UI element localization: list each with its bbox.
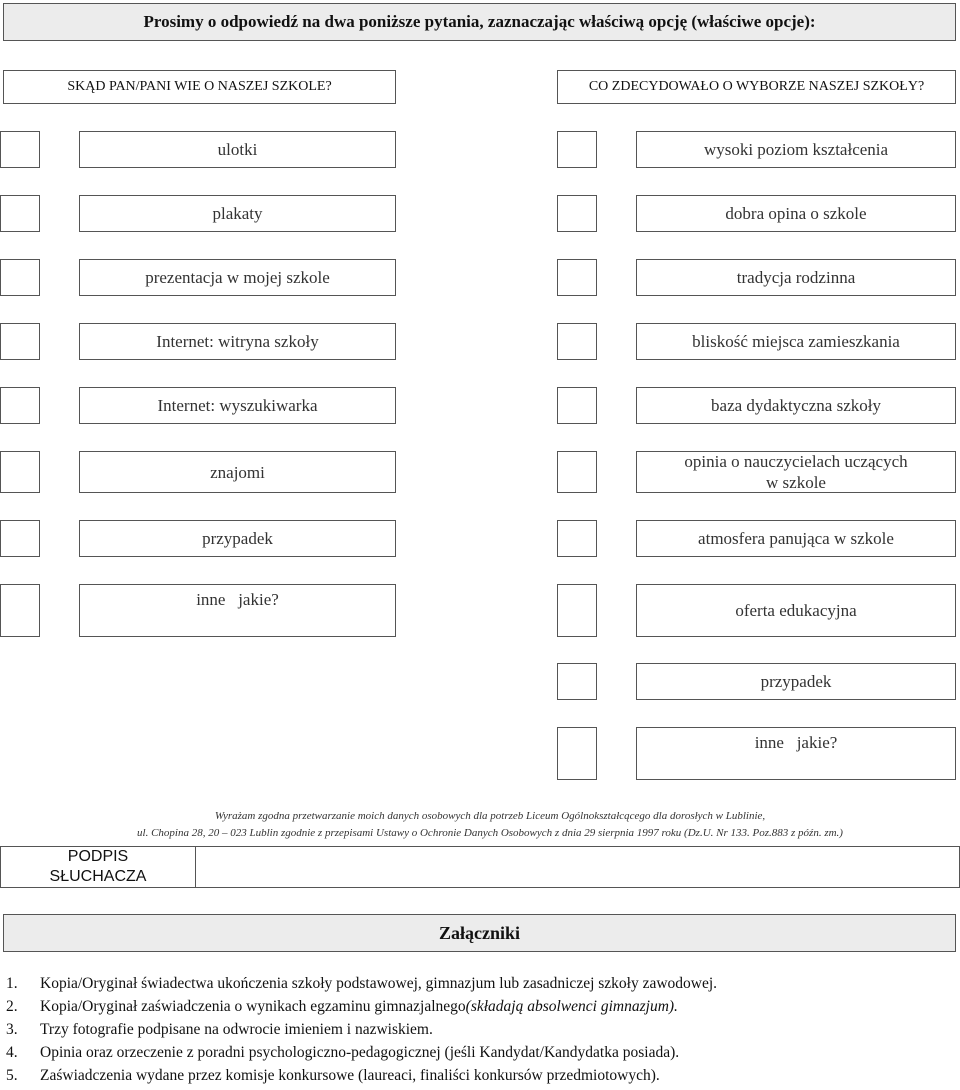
option-left-znajomi: znajomi [79,451,396,493]
checkbox-right-poziom[interactable] [557,131,597,168]
option-right-inne[interactable]: inne jakie? [636,727,956,780]
checkbox-right-inne[interactable] [557,727,597,780]
consent-text [40,808,940,842]
option-right-oferta: oferta edukacyjna [636,584,956,637]
consent-line-1: Wyrażam zgodna przetwarzanie moich danych osobowych dla potrzeb Liceum Ogólnokształcącego dla dorosłych w Lublinie, [214,810,766,822]
checkbox-left-prezentacja[interactable] [0,259,40,296]
signature-label-line-1: PODPIS [67,848,129,865]
checkbox-right-baza[interactable] [557,387,597,424]
signature-label [0,846,196,888]
option-right-baza: baza dydaktyczna szkoły [636,387,956,424]
option-left-wyszukiwarka: Internet: wyszukiwarka [79,387,396,424]
option-left-ulotki: ulotki [79,131,396,168]
checkbox-right-nauczyciele[interactable] [557,451,597,493]
attachments-title: Załączniki [438,922,520,943]
option-right-bliskosc: bliskość miejsca zamieszkania [636,323,956,360]
question-right-text: CO ZDECYDOWAŁO O WYBORZE NASZEJ SZKOŁY? [588,79,925,94]
option-left-inne[interactable]: inne jakie? [79,584,396,637]
checkbox-left-znajomi[interactable] [0,451,40,493]
attachment-item: 5. Zaświadczenia wydane przez komisje konkursowe (laureaci, finaliści konkursów przedmiotowych). [6,1067,660,1084]
instruction-header [3,3,956,41]
checkbox-left-inne[interactable] [0,584,40,637]
attachments-header [3,914,956,952]
attachment-item: 1. Kopia/Oryginał świadectwa ukończenia szkoły podstawowej, gimnazjum lub zasadniczej szkoły zawodowej. [6,975,718,992]
signature-field[interactable] [196,846,960,888]
checkbox-right-atmosfera[interactable] [557,520,597,557]
checkbox-left-plakaty[interactable] [0,195,40,232]
checkbox-left-wyszukiwarka[interactable] [0,387,40,424]
option-right-tradycja: tradycja rodzinna [636,259,956,296]
checkbox-right-opina[interactable] [557,195,597,232]
option-right-nauczyciele: opinia o nauczycielach uczących w szkole [636,451,956,493]
option-right-poziom: wysoki poziom kształcenia [636,131,956,168]
option-left-witryna: Internet: witryna szkoły [79,323,396,360]
option-right-opina: dobra opina o szkole [636,195,956,232]
consent-line-2: ul. Chopina 28, 20 – 023 Lublin zgodnie z przepisami Ustawy o Ochronie Danych Osobowych z dnia 29 sierpnia 1997 roku (Dz.U. Nr 133. Poz.883 z późn. zm.) [137,827,843,839]
attachment-item: 2. Kopia/Oryginał zaświadczenia o wynikach egzaminu gimnazjalnego(składają absolwenci gimnazjum). [6,998,678,1015]
option-left-prezentacja: prezentacja w mojej szkole [79,259,396,296]
checkbox-right-bliskosc[interactable] [557,323,597,360]
checkbox-right-przypadek[interactable] [557,663,597,700]
attachments-list [6,972,956,1087]
question-left-text: SKĄD PAN/PANI WIE O NASZEJ SZKOLE? [67,79,332,94]
attachment-item: 4. Opinia oraz orzeczenie z poradni psychologiczno-pedagogicznej (jeśli Kandydat/Kandydatka posiada). [6,1044,680,1061]
signature-label-line-2: SŁUCHACZA [49,868,147,885]
question-right-header [557,70,956,104]
checkbox-right-tradycja[interactable] [557,259,597,296]
checkbox-right-oferta[interactable] [557,584,597,637]
attachment-item: 3. Trzy fotografie podpisane na odwrocie imieniem i nazwiskiem. [6,1021,433,1038]
question-left-header [3,70,396,104]
instruction-text: Prosimy o odpowiedź na dwa poniższe pytania, zaznaczając właściwą opcję (właściwe opcje): [143,12,816,31]
option-right-atmosfera: atmosfera panująca w szkole [636,520,956,557]
option-left-plakaty: plakaty [79,195,396,232]
option-right-przypadek: przypadek [636,663,956,700]
checkbox-left-witryna[interactable] [0,323,40,360]
checkbox-left-przypadek[interactable] [0,520,40,557]
checkbox-left-ulotki[interactable] [0,131,40,168]
option-left-przypadek: przypadek [79,520,396,557]
